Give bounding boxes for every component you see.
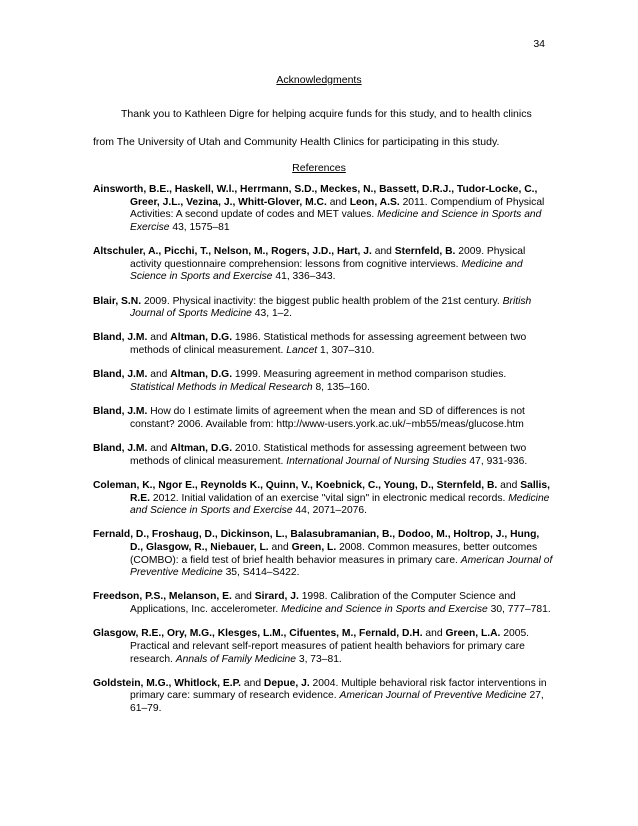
reference-authors: Bland, J.M. bbox=[93, 406, 148, 418]
reference-entry bbox=[93, 332, 553, 357]
reference-details: 2004. Multiple behavioral risk factor interventions in primary care: summary of research evidence. bbox=[130, 677, 547, 702]
reference-entry bbox=[93, 480, 553, 518]
reference-last-author: Green, L. bbox=[291, 541, 337, 553]
reference-last-author: Altman, D.G. bbox=[170, 443, 233, 455]
reference-journal: Medicine and Science in Sports and Exercise bbox=[281, 604, 488, 616]
reference-details: 2009. Physical activity questionnaire comprehension: lessons from cognitive interviews. bbox=[130, 246, 526, 270]
reference-last-author: Depue, J. bbox=[263, 677, 310, 689]
reference-entry bbox=[93, 678, 553, 716]
reference-authors: Goldstein, M.G., Whitlock, E.P. bbox=[93, 677, 241, 689]
reference-authors: Freedson, P.S., Melanson, E. bbox=[93, 591, 232, 603]
page-number: 34 bbox=[533, 38, 545, 50]
reference-journal: Annals of Family Medicine bbox=[175, 653, 296, 665]
reference-authors: Coleman, K., Ngor E., Reynolds K., Quinn, V., Koebnick, C., Young, D., Sternfeld, B. bbox=[93, 479, 498, 491]
reference-and: and bbox=[147, 443, 171, 455]
reference-entry bbox=[93, 591, 553, 616]
reference-details: 1986. Statistical methods for assessing agreement between two methods of clinical measurement. bbox=[130, 332, 527, 356]
reference-volume-pages: 1, 307–310. bbox=[317, 345, 375, 356]
reference-last-author: Leon, A.S. bbox=[349, 196, 400, 208]
reference-authors: Glasgow, R.E., Ory, M.G., Klesges, L.M., Cifuentes, M., Fernald, D.H. bbox=[93, 628, 423, 640]
reference-volume-pages: 47, 931-936. bbox=[466, 455, 528, 467]
reference-and: and bbox=[147, 369, 171, 381]
reference-journal: Medicine and Science in Sports and Exercise bbox=[130, 209, 542, 233]
reference-volume-pages: 8, 135–160. bbox=[312, 381, 370, 393]
reference-authors: Blair, S.N. bbox=[93, 295, 142, 307]
reference-journal: American Journal of Preventive Medicine bbox=[130, 554, 553, 579]
reference-entry bbox=[93, 406, 553, 431]
reference-and: and bbox=[497, 479, 521, 491]
reference-journal: Lancet bbox=[286, 345, 318, 356]
reference-details: 2010. Statistical methods for assessing agreement between two methods of clinical measurement. bbox=[130, 443, 527, 467]
reference-journal: Statistical Methods in Medical Research bbox=[130, 381, 313, 393]
reference-details: 1999. Measuring agreement in method comparison studies. bbox=[232, 369, 507, 381]
reference-volume-pages: 43, 1575–81 bbox=[169, 221, 230, 233]
reference-entry bbox=[93, 529, 553, 579]
reference-authors: Fernald, D., Froshaug, D., Dickinson, L., Balasubramanian, B., Dodoo, M., Holtrop, J., Hung, D., Glasgow, R., Niebauer, L. bbox=[93, 529, 540, 553]
reference-and: and bbox=[422, 628, 446, 640]
reference-last-author: Green, L.A. bbox=[445, 628, 501, 640]
reference-details: How do I estimate limits of agreement when the mean and SD of differences is not constant? 2006. Available from: http://www-users.york.ac.uk/~mb55/meas/glucose.htm bbox=[130, 406, 525, 430]
reference-journal: International Journal of Nursing Studies bbox=[286, 455, 467, 467]
reference-entry bbox=[93, 296, 553, 321]
reference-journal: American Journal of Preventive Medicine bbox=[339, 690, 527, 702]
reference-entry bbox=[93, 246, 553, 284]
reference-details: 1998. Calibration of the Computer Science and Applications, Inc. accelerometer. bbox=[130, 591, 516, 616]
reference-authors: Ainsworth, B.E., Haskell, W.l., Herrmann, S.D., Meckes, N., Bassett, D.R.J., Tudor-Locke, C., Greer, J.L., Vezina, J., Whitt-Glover, M.C. bbox=[93, 184, 538, 208]
reference-journal: Medicine and Science in Sports and Exercise bbox=[130, 258, 523, 283]
reference-entry bbox=[93, 628, 553, 666]
reference-volume-pages: 41, 336–343. bbox=[272, 271, 336, 283]
reference-volume-pages: 35, S414–S422. bbox=[222, 567, 300, 579]
reference-and: and bbox=[268, 541, 292, 553]
reference-entry bbox=[93, 369, 553, 394]
reference-and: and bbox=[371, 246, 395, 258]
reference-journal: Medicine and Science in Sports and Exercise bbox=[130, 492, 550, 517]
reference-last-author: Altman, D.G. bbox=[170, 369, 233, 381]
reference-details: 2008. Common measures, better outcomes (COMBO): a field test of brief health behavior measures in primary care. bbox=[130, 541, 538, 566]
reference-entry bbox=[93, 184, 553, 234]
reference-authors: Bland, J.M. bbox=[93, 369, 148, 381]
reference-volume-pages: 27, 61–79. bbox=[130, 690, 544, 714]
reference-authors: Altschuler, A., Picchi, T., Nelson, M., Rogers, J.D., Hart, J. bbox=[93, 246, 372, 258]
reference-and: and bbox=[231, 591, 255, 603]
reference-last-author: Altman, D.G. bbox=[170, 332, 233, 344]
reference-details: 2012. Initial validation of an exercise "vital sign" in electronic medical records. bbox=[150, 492, 509, 504]
reference-journal: British Journal of Sports Medicine bbox=[130, 295, 532, 320]
acknowledgments-heading: Acknowledgments bbox=[276, 74, 362, 86]
reference-and: and bbox=[326, 196, 350, 208]
reference-details: 2011. Compendium of Physical Activities: A second update of codes and MET values. bbox=[130, 196, 545, 221]
reference-and: and bbox=[241, 677, 264, 689]
reference-volume-pages: 30, 777–781. bbox=[487, 604, 551, 616]
reference-details: 2009. Physical inactivity: the biggest public health problem of the 21st century. bbox=[141, 295, 503, 307]
reference-last-author: Sallis, R.E. bbox=[130, 479, 550, 504]
reference-volume-pages: 43, 1–2. bbox=[251, 308, 292, 320]
reference-last-author: Sternfeld, B. bbox=[394, 246, 456, 258]
reference-entry bbox=[93, 443, 553, 468]
acknowledgments-text: Thank you to Kathleen Digre for helping acquire funds for this study, and to health clinics from The University of Utah and Community Health Clinics for participating in this study. bbox=[93, 108, 532, 148]
reference-last-author: Sirard, J. bbox=[254, 591, 299, 603]
reference-volume-pages: 3, 73–81. bbox=[295, 653, 342, 665]
reference-authors: Bland, J.M. bbox=[93, 332, 148, 344]
reference-and: and bbox=[147, 332, 171, 344]
reference-details: 2005. Practical and relevant self-report measures of patient health behaviors for primary care research. bbox=[130, 628, 530, 665]
reference-volume-pages: 44, 2071–2076. bbox=[292, 505, 367, 517]
reference-list bbox=[93, 184, 553, 727]
references-heading: References bbox=[292, 162, 346, 174]
reference-authors: Bland, J.M. bbox=[93, 443, 148, 455]
